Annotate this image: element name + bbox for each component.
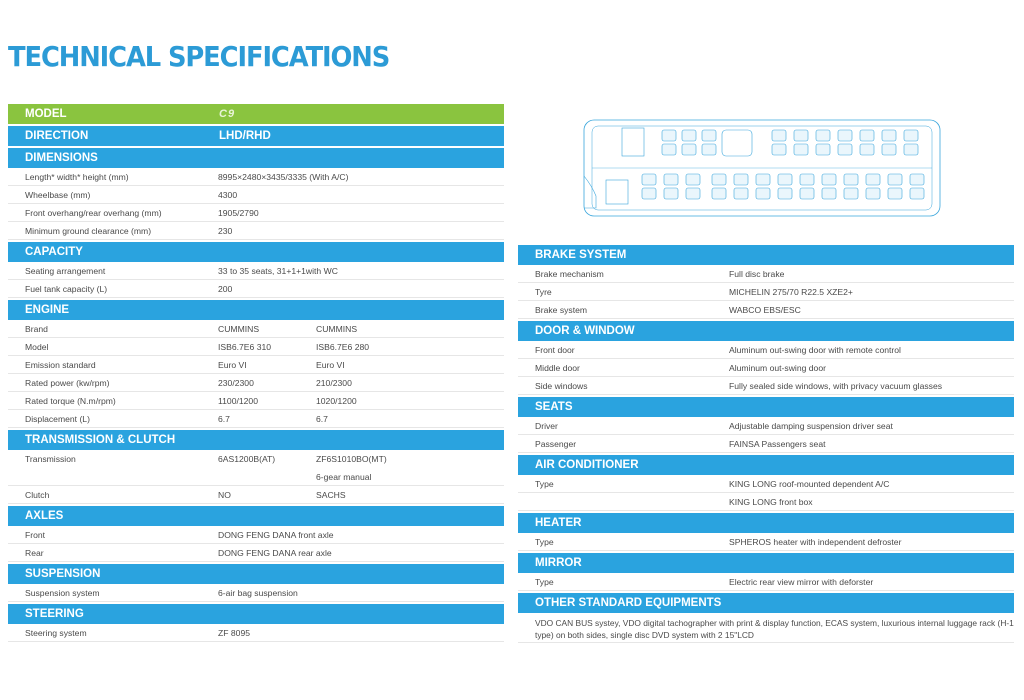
seat-icon xyxy=(794,144,808,155)
row-label: Seating arrangement xyxy=(25,265,106,276)
seat-icon xyxy=(838,144,852,155)
entry-steps xyxy=(606,180,628,204)
row-value: ZF 8095 xyxy=(218,627,251,638)
row-value-alt: 210/2300 xyxy=(316,377,352,388)
table-row xyxy=(518,417,1014,435)
driver-area xyxy=(622,128,644,156)
row-label: Type xyxy=(535,478,554,489)
row-label: Driver xyxy=(535,420,558,431)
table-row xyxy=(8,450,504,486)
row-value: 6-air bag suspension xyxy=(218,587,298,598)
axles-header: AXLES xyxy=(8,506,504,526)
row-label: Front door xyxy=(535,344,575,355)
rear-door-area xyxy=(722,130,752,156)
row-value: Aluminum out-swing door xyxy=(729,362,826,373)
mirror-header: MIRROR xyxy=(518,553,1014,573)
row-value: Adjustable damping suspension driver seat xyxy=(729,420,893,431)
seat-icon xyxy=(772,130,786,141)
row-label: Middle door xyxy=(535,362,580,373)
table-row xyxy=(518,475,1014,493)
row-label: Type xyxy=(535,536,554,547)
bus-floorplan-icon xyxy=(582,116,944,226)
row-value: 230/2300 xyxy=(218,377,254,388)
row-value: MICHELIN 275/70 R22.5 XZE2+ xyxy=(729,286,853,297)
seat-icon xyxy=(642,188,656,199)
row-value: FAINSA Passengers seat xyxy=(729,438,826,449)
row-value: Fully sealed side windows, with privacy vacuum glasses xyxy=(729,380,943,391)
brake-header: BRAKE SYSTEM xyxy=(518,245,1014,265)
row-value-alt: Euro VI xyxy=(316,359,345,370)
row-value: 1100/1200 xyxy=(218,395,258,406)
other-equipment-text: VDO CAN BUS systey, VDO digital tachographer with print & display function, ECAS system, luxurious internal luggage rack (H-1 type) on both sides, single disc DVD system with 2 15"LCD xyxy=(518,613,1014,643)
table-row xyxy=(8,168,504,186)
table-row xyxy=(8,222,504,240)
seat-icon xyxy=(734,188,748,199)
table-row xyxy=(8,204,504,222)
row-label: Front xyxy=(25,529,46,540)
seat-icon xyxy=(794,130,808,141)
page-title: TECHNICAL SPECIFICATIONS xyxy=(8,40,390,73)
seats-header: SEATS xyxy=(518,397,1014,417)
seat-icon xyxy=(882,130,896,141)
seat-icon xyxy=(686,174,700,185)
row-value: Full disc brake xyxy=(729,268,785,279)
row-label: Brake system xyxy=(535,304,588,315)
row-label: Type xyxy=(535,576,554,587)
row-value-alt: ISB6.7E6 280 xyxy=(316,341,370,352)
row-label: Rated power (kw/rpm) xyxy=(25,377,110,388)
table-row xyxy=(518,377,1014,395)
seat-icon xyxy=(682,144,696,155)
row-value: KING LONG roof-mounted dependent A/C xyxy=(729,478,890,489)
seat-icon xyxy=(816,144,830,155)
seat-icon xyxy=(712,174,726,185)
table-row xyxy=(518,533,1014,551)
table-row xyxy=(8,262,504,280)
row-label: Side windows xyxy=(535,380,588,391)
seat-icon xyxy=(712,188,726,199)
seat-icon xyxy=(910,188,924,199)
seat-icon xyxy=(772,144,786,155)
row-label: Wheelbase (mm) xyxy=(25,189,91,200)
row-label: Emission standard xyxy=(25,359,96,370)
seat-icon xyxy=(662,130,676,141)
row-value: 230 xyxy=(218,225,233,236)
table-row xyxy=(8,186,504,204)
row-value: 1905/2790 xyxy=(218,207,259,218)
seat-icon xyxy=(844,188,858,199)
row-label: Model xyxy=(25,341,49,352)
row-value: 6AS1200B(AT) xyxy=(218,454,276,464)
spec-table-right xyxy=(518,243,1014,643)
seat-icon xyxy=(734,174,748,185)
model-value: C9 xyxy=(219,108,236,120)
row-value-alt: CUMMINS xyxy=(316,323,358,334)
row-value: Electric rear view mirror with deforster xyxy=(729,576,874,587)
row-value: SPHEROS heater with independent defroster xyxy=(729,536,902,547)
seat-icon xyxy=(702,130,716,141)
table-row xyxy=(518,359,1014,377)
row-label: Suspension system xyxy=(25,587,100,598)
seat-icon xyxy=(904,144,918,155)
seat-icon xyxy=(702,144,716,155)
model-header xyxy=(8,104,504,124)
seat-icon xyxy=(882,144,896,155)
row-value: Euro VI xyxy=(218,359,247,370)
seat-icon xyxy=(888,174,902,185)
seat-icon xyxy=(800,174,814,185)
row-label: Clutch xyxy=(25,489,50,500)
seat-grid xyxy=(642,130,924,199)
table-row xyxy=(518,573,1014,591)
seat-icon xyxy=(860,130,874,141)
seat-icon xyxy=(756,188,770,199)
seat-icon xyxy=(822,188,836,199)
row-label: Rear xyxy=(25,547,44,558)
table-row xyxy=(518,341,1014,359)
row-value: 8995×2480×3435/3335 (With A/C) xyxy=(218,171,349,182)
steering-header: STEERING xyxy=(8,604,504,624)
table-row xyxy=(8,410,504,428)
dimensions-header: DIMENSIONS xyxy=(8,148,504,168)
row-value-alt: 1020/1200 xyxy=(316,395,357,406)
seat-icon xyxy=(778,174,792,185)
seat-icon xyxy=(838,130,852,141)
suspension-header: SUSPENSION xyxy=(8,564,504,584)
table-row xyxy=(8,374,504,392)
row-value: 33 to 35 seats, 31+1+1with WC xyxy=(218,265,338,276)
table-row xyxy=(8,392,504,410)
seat-icon xyxy=(662,144,676,155)
table-row xyxy=(8,624,504,642)
seat-icon xyxy=(664,188,678,199)
row-label: Brake mechanism xyxy=(535,268,604,279)
table-row xyxy=(518,265,1014,283)
heater-header: HEATER xyxy=(518,513,1014,533)
table-row xyxy=(8,280,504,298)
direction-header xyxy=(8,126,504,146)
table-row xyxy=(8,544,504,562)
row-value: 4300 xyxy=(218,189,238,200)
row-value-alt: ZF6S1010BO(MT) xyxy=(316,454,387,464)
seat-icon xyxy=(682,130,696,141)
row-label: Fuel tank capacity (L) xyxy=(25,283,108,294)
direction-value: LHD/RHD xyxy=(219,130,271,142)
row-value: 6.7 xyxy=(218,413,230,424)
row-value: DONG FENG DANA rear axle xyxy=(218,547,332,558)
row-value: DONG FENG DANA front axle xyxy=(218,529,334,540)
seat-icon xyxy=(866,174,880,185)
door-window-header: DOOR & WINDOW xyxy=(518,321,1014,341)
row-value: WABCO EBS/ESC xyxy=(729,304,801,315)
row-value: ISB6.7E6 310 xyxy=(218,341,272,352)
other-equipment-header: OTHER STANDARD EQUIPMENTS xyxy=(518,593,1014,613)
row-label: Front overhang/rear overhang (mm) xyxy=(25,207,162,218)
row-value: 200 xyxy=(218,283,233,294)
row-value: Aluminum out-swing door with remote control xyxy=(729,344,901,355)
row-value-alt: SACHS xyxy=(316,489,346,500)
seat-icon xyxy=(822,174,836,185)
seat-icon xyxy=(816,130,830,141)
table-row xyxy=(518,435,1014,453)
table-row xyxy=(8,526,504,544)
row-label: Length* width* height (mm) xyxy=(25,171,129,182)
air-conditioner-header: AIR CONDITIONER xyxy=(518,455,1014,475)
row-label: Transmission xyxy=(25,454,76,464)
capacity-header: CAPACITY xyxy=(8,242,504,262)
row-label: Displacement (L) xyxy=(25,413,90,424)
row-label: Rated torque (N.m/rpm) xyxy=(25,395,116,406)
table-row xyxy=(8,320,504,338)
seat-icon xyxy=(866,188,880,199)
engine-header: ENGINE xyxy=(8,300,504,320)
model-label: MODEL xyxy=(25,108,67,120)
row-label: Minimum ground clearance (mm) xyxy=(25,225,152,236)
seat-icon xyxy=(686,188,700,199)
seat-icon xyxy=(800,188,814,199)
seat-icon xyxy=(778,188,792,199)
table-row xyxy=(8,338,504,356)
seat-icon xyxy=(642,174,656,185)
table-row xyxy=(518,493,1014,511)
table-row xyxy=(518,301,1014,319)
table-row xyxy=(8,356,504,374)
direction-label: DIRECTION xyxy=(25,130,89,142)
row-value-alt: 6.7 xyxy=(316,413,328,424)
row-label: Brand xyxy=(25,323,48,334)
seat-icon xyxy=(910,174,924,185)
row-value: KING LONG front box xyxy=(729,496,813,507)
row-label: Tyre xyxy=(535,286,552,297)
table-row xyxy=(518,283,1014,301)
row-value: NO xyxy=(218,489,231,500)
seat-icon xyxy=(904,130,918,141)
seat-icon xyxy=(860,144,874,155)
seat-icon xyxy=(888,188,902,199)
spec-table-left xyxy=(8,102,504,642)
transmission-header: TRANSMISSION & CLUTCH xyxy=(8,430,504,450)
seat-icon xyxy=(664,174,678,185)
row-value-alt-2: 6-gear manual xyxy=(316,472,372,482)
seat-icon xyxy=(844,174,858,185)
row-label: Steering system xyxy=(25,627,87,638)
seat-icon xyxy=(756,174,770,185)
row-label: Passenger xyxy=(535,438,577,449)
table-row xyxy=(8,584,504,602)
table-row xyxy=(8,486,504,504)
row-value: CUMMINS xyxy=(218,323,260,334)
